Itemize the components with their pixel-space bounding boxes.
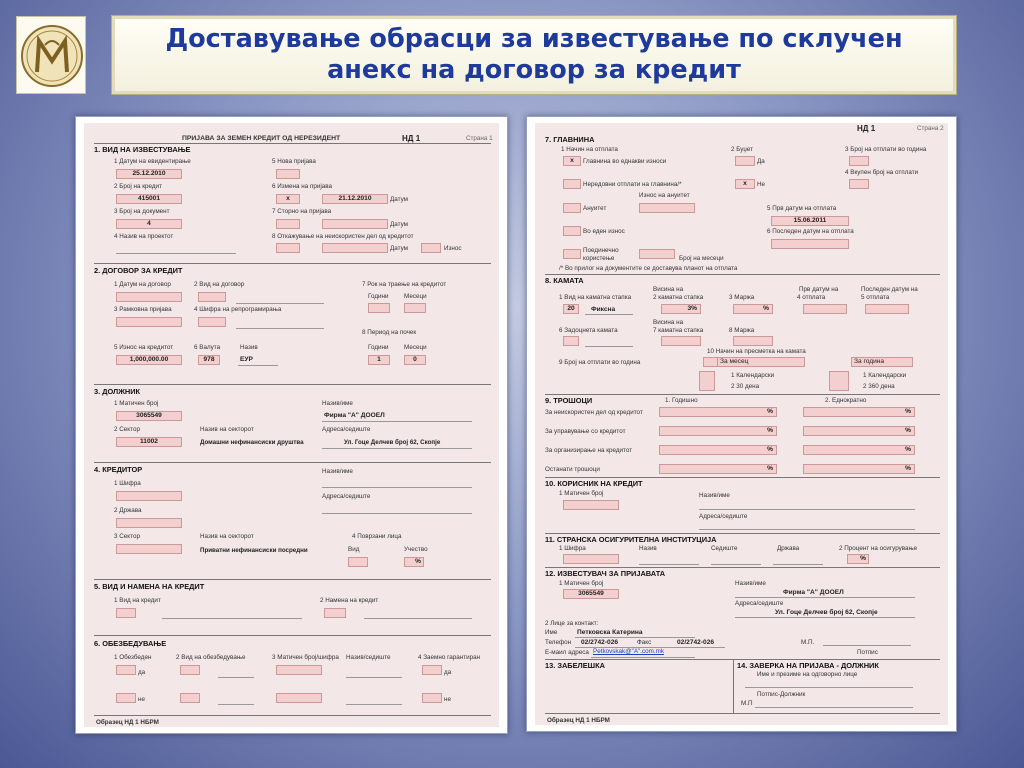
label: 2 Процент на осигурување <box>839 545 918 552</box>
registration-date-field[interactable]: 25.12.2010 <box>116 169 182 179</box>
debtor-sector-field[interactable]: 11002 <box>116 437 182 447</box>
label: Нередовни отплати на главнина/* <box>583 181 682 188</box>
label: 3 Број на отплати во година <box>845 146 927 153</box>
debtor-address: Ул. Гоце Делчев број 62, Скопје <box>344 439 441 446</box>
line <box>322 487 472 488</box>
security-id-field[interactable] <box>276 665 322 675</box>
slide-title: Доставување обрасци за известување по склучен анекс на договор за кредит <box>165 24 903 85</box>
label: Главнина во еднакви износи <box>583 158 667 165</box>
label: 2 30 дена <box>731 383 760 390</box>
first-interest-date-field[interactable] <box>803 304 847 314</box>
form-footer: Образец НД 1 НБРМ <box>96 719 159 726</box>
divider <box>94 579 491 580</box>
line <box>699 529 915 530</box>
creditor-country-field[interactable] <box>116 518 182 528</box>
label: Потпис-Должник <box>757 691 806 698</box>
section-12-title: 12. ИЗВЕСТУВАЧ ЗА ПРИЈАВАТА <box>545 569 666 578</box>
line <box>591 657 695 658</box>
divider <box>545 567 940 568</box>
page-number: Страна 2 <box>917 125 944 132</box>
contact-name: Петковска Катерина <box>577 629 643 636</box>
months-count-field[interactable] <box>639 249 675 259</box>
logo-seal-icon <box>17 17 87 95</box>
label: 6 Задоцнета камата <box>559 327 618 334</box>
label: Назив на секторот <box>200 426 254 433</box>
label: 2 Држава <box>114 507 142 514</box>
label: 5 Прв датум на отплата <box>767 205 837 212</box>
label: 8 Откажување на неискористен дел од кредитот <box>272 233 414 240</box>
label: Назив/име <box>735 580 766 587</box>
calc-year-code-field[interactable] <box>829 371 849 391</box>
section-5-title: 5. ВИД И НАМЕНА НА КРЕДИТ <box>94 582 205 591</box>
credit-purpose-field[interactable] <box>324 608 346 618</box>
label: 9 Број на отплати во година <box>559 359 641 366</box>
label: Датум <box>390 221 408 228</box>
reporter-address: Ул. Гоце Делчев број 62, Скопје <box>775 609 878 616</box>
term-months-field[interactable] <box>404 303 426 313</box>
label: Назив/име <box>322 400 353 407</box>
label: Назив <box>639 545 657 552</box>
label: Поединечно <box>583 247 619 254</box>
label: Назив/име <box>699 492 730 499</box>
currency-name: ЕУР <box>240 356 253 363</box>
label: Месеци <box>404 293 427 300</box>
label: 4 Поврзани лица <box>352 533 402 540</box>
form-page-2 <box>526 116 957 732</box>
label: Датум <box>390 196 408 203</box>
cost-unused-annual-field[interactable]: % <box>659 407 777 417</box>
label: 10 Начин на пресметка на камата <box>707 348 806 355</box>
logo <box>16 16 86 94</box>
line <box>639 564 699 565</box>
line <box>364 618 472 619</box>
contact-phone: 02/2742-026 <box>581 639 619 646</box>
label: не <box>138 696 145 703</box>
related-type-field[interactable] <box>348 557 368 567</box>
label: 7 Рок на траење на кредитот <box>362 281 447 288</box>
label: 6 Измена на пријава <box>272 183 333 190</box>
label: 1 Обезбеден <box>114 654 152 661</box>
divider <box>94 263 491 264</box>
project-name-line <box>116 253 236 254</box>
line <box>322 448 472 449</box>
label: За управување со кредитот <box>545 428 626 435</box>
label: 6 Последен датум на отплата <box>767 228 854 235</box>
creditor-sector-name: Приватни нефинансиски посредни <box>200 547 308 554</box>
first-payment-date-field[interactable]: 15.06.2011 <box>771 216 849 226</box>
line <box>755 707 913 708</box>
label: 1 Датум на договор <box>114 281 171 288</box>
label: Држава <box>777 545 800 552</box>
insurer-code-field[interactable] <box>563 554 619 564</box>
divider <box>733 659 734 713</box>
label: 4 Заемно гарантиран <box>418 654 481 661</box>
label: 4 Шифра на репрограмирања <box>194 306 282 313</box>
reprogram-code-field[interactable] <box>198 317 226 327</box>
cost-other-once-field[interactable]: % <box>803 464 915 474</box>
credit-type-field[interactable] <box>116 608 136 618</box>
label: 1 Матичен број <box>114 400 159 407</box>
late-interest-field[interactable] <box>563 336 579 346</box>
label: 1 Вид на кредит <box>114 597 161 604</box>
label: 1 Матичен број <box>559 580 604 587</box>
section-13-title: 13. ЗАБЕЛЕШКА <box>545 661 605 670</box>
page-number: Страна 1 <box>466 135 493 142</box>
withdrawal-date-field[interactable] <box>322 243 388 253</box>
divider <box>545 477 940 478</box>
label: 3 Маржа <box>729 294 755 301</box>
section-1-title: 1. ВИД НА ИЗВЕСТУВАЊЕ <box>94 145 191 154</box>
cancel-report-checkbox[interactable] <box>276 219 300 229</box>
line <box>238 365 278 366</box>
debtor-id-field[interactable]: 3065549 <box>116 411 182 421</box>
term-years-field[interactable] <box>368 303 390 313</box>
label: Седиште <box>711 545 738 552</box>
line <box>322 513 472 514</box>
divider <box>94 715 491 716</box>
label: Години <box>368 344 389 351</box>
label: 3 Сектор <box>114 533 140 540</box>
divider <box>545 394 940 395</box>
label: 5 Нова пријава <box>272 158 316 165</box>
label: 2 Број на кредит <box>114 183 162 190</box>
divider <box>545 713 940 714</box>
label: Адреса/седиште <box>735 600 784 607</box>
section-11-title: 11. СТРАНСКА ОСИГУРИТЕЛНА ИНСТИТУЦИЈА <box>545 535 717 544</box>
line <box>711 564 761 565</box>
line <box>322 421 472 422</box>
margin-field[interactable]: % <box>733 304 773 314</box>
late-margin-field[interactable] <box>733 336 773 346</box>
section-14-title: 14. ЗАВЕРКА НА ПРИЈАВА - ДОЛЖНИК <box>737 661 879 670</box>
debtor-name: Фирма "А" ДООЕЛ <box>324 412 385 419</box>
label: да <box>138 669 146 676</box>
label: Учество <box>404 546 428 553</box>
creditor-code-field[interactable] <box>116 491 182 501</box>
label: Број на месеци <box>679 255 724 262</box>
section-7-title: 7. ГЛАВНИНА <box>545 135 595 144</box>
calc-month-code-field[interactable] <box>699 371 715 391</box>
line <box>236 303 324 304</box>
cost-mgmt-once-field[interactable]: % <box>803 426 915 436</box>
label: 5 Износ на кредитот <box>114 344 174 351</box>
label: Износ на ануитет <box>639 192 690 199</box>
line <box>823 645 911 646</box>
label: Факс <box>637 639 652 646</box>
single-use-checkbox[interactable] <box>563 249 581 259</box>
label: Назив <box>240 344 258 351</box>
label: 1 Календарски <box>731 372 775 379</box>
label: 7 каматна стапка <box>653 327 704 334</box>
reporter-id-field[interactable]: 3065549 <box>563 589 619 599</box>
divider <box>545 659 940 660</box>
label: Име и презиме на одговорно лице <box>757 671 858 678</box>
withdrawal-checkbox[interactable] <box>276 243 300 253</box>
label: За организирање на кредитот <box>545 447 633 454</box>
line <box>585 346 633 347</box>
label: 3 Број на документ <box>114 208 170 215</box>
label: 1. Годишно <box>665 397 698 404</box>
label: 2 Буџет <box>731 146 754 153</box>
form-page-1 <box>75 116 508 734</box>
label: Прв датум на <box>799 286 839 293</box>
label: 1 Календарски <box>863 372 907 379</box>
form-code: НД 1 <box>402 134 421 143</box>
related-share-field[interactable]: % <box>404 557 424 567</box>
form-page-2-body <box>535 123 948 725</box>
label: Последен датум на <box>861 286 918 293</box>
section-10-title: 10. КОРИСНИК НА КРЕДИТ <box>545 479 643 488</box>
line <box>218 704 254 705</box>
label: 1 Датум на евидентирање <box>114 158 191 165</box>
label: Месеци <box>404 344 427 351</box>
cost-org-annual-field[interactable]: % <box>659 445 777 455</box>
label: 1 Вид на каматна стапка <box>559 294 632 301</box>
security-type-field[interactable] <box>180 665 200 675</box>
cost-unused-once-field[interactable]: % <box>803 407 915 417</box>
label: 4 Вкупен број на отплати <box>845 169 919 176</box>
reporter-name: Фирма "А" ДООЕЛ <box>783 589 844 596</box>
form-page-1-body <box>84 123 499 727</box>
divider <box>94 462 491 463</box>
label: Потпис <box>857 649 878 656</box>
label: За неискористен дел од кредитот <box>545 409 643 416</box>
credit-amount-field[interactable]: 1,000,000.00 <box>116 355 182 365</box>
grace-months-field[interactable]: 0 <box>404 355 426 365</box>
secured-no-checkbox[interactable] <box>116 693 136 703</box>
label: Датум <box>390 245 408 252</box>
divider <box>545 274 940 275</box>
label: да <box>444 669 452 676</box>
label: Години <box>368 293 389 300</box>
budget-yes-checkbox[interactable] <box>735 156 755 166</box>
credit-number-field[interactable]: 415001 <box>116 194 182 204</box>
label: Назив/седиште <box>346 654 391 661</box>
label: Останати трошоци <box>545 466 600 473</box>
irregular-checkbox[interactable] <box>563 179 581 189</box>
label: 2 Вид на договор <box>194 281 245 288</box>
line <box>218 677 254 678</box>
label: 3 Матичен број/шифра <box>272 654 339 661</box>
line <box>346 704 402 705</box>
withdrawal-amount-field[interactable] <box>421 243 441 253</box>
amend-date-field[interactable]: 21.12.2010 <box>322 194 388 204</box>
form-code: НД 1 <box>857 124 876 133</box>
label: Назив на секторот <box>200 533 254 540</box>
label: 1 Шифра <box>559 545 586 552</box>
payments-per-year-field[interactable] <box>849 156 869 166</box>
line <box>699 509 915 510</box>
per-month-field[interactable]: За месец <box>717 357 805 367</box>
single-amount-checkbox[interactable] <box>563 226 581 236</box>
contract-date-field[interactable] <box>116 292 182 302</box>
label: 7 Сторно на пријава <box>272 208 332 215</box>
label: Е-маил адреса <box>545 649 589 656</box>
section-8-title: 8. КАМАТА <box>545 276 584 285</box>
line <box>236 328 324 329</box>
contact-email-link[interactable]: Petkovskak@"A".com.mk <box>593 648 665 655</box>
label: 5 отплата <box>861 294 890 301</box>
label: 4 отплата <box>797 294 826 301</box>
footnote: /* Во прилог на документите се доставува планот на отплата <box>559 265 738 272</box>
late-rate-field[interactable] <box>661 336 701 346</box>
line <box>773 564 823 565</box>
label: 1 Начин на отплата <box>561 146 618 153</box>
framework-field[interactable] <box>116 317 182 327</box>
per-year-field[interactable]: За година <box>851 357 913 367</box>
label: Адреса/седиште <box>322 493 371 500</box>
divider <box>545 533 940 534</box>
line <box>162 618 302 619</box>
secured-yes-checkbox[interactable] <box>116 665 136 675</box>
line <box>585 314 633 315</box>
label: Во еден износ <box>583 228 625 235</box>
label: 2 Вид на обезбедување <box>176 654 246 661</box>
contact-fax: 02/2742-026 <box>677 639 715 646</box>
label: 2 Намена на кредит <box>320 597 379 604</box>
new-report-checkbox[interactable] <box>276 169 300 179</box>
label: 2 каматна стапка <box>653 294 704 301</box>
line <box>745 687 913 688</box>
divider <box>94 384 491 385</box>
currency-code-field[interactable]: 978 <box>198 355 220 365</box>
creditor-sector-field[interactable] <box>116 544 182 554</box>
total-payments-field[interactable] <box>849 179 869 189</box>
rate-type-code-field[interactable]: 20 <box>563 304 579 314</box>
equal-installments-checkbox[interactable]: x <box>563 156 581 166</box>
divider <box>94 143 491 144</box>
insured-percent-field[interactable]: % <box>847 554 869 564</box>
section-6-title: 6. ОБЕЗБЕДУВАЊЕ <box>94 639 167 648</box>
last-interest-date-field[interactable] <box>865 304 909 314</box>
label: М.П. <box>801 639 815 646</box>
label: М.П <box>741 700 753 707</box>
debtor-sector-name: Домашни нефинансиски друштва <box>200 439 304 446</box>
cost-org-once-field[interactable]: % <box>803 445 915 455</box>
line <box>346 677 402 678</box>
divider <box>94 635 491 636</box>
label: Име <box>545 629 558 636</box>
interest-rate-field[interactable]: 3% <box>661 304 701 314</box>
section-4-title: 4. КРЕДИТОР <box>94 465 143 474</box>
document-number-field[interactable]: 4 <box>116 219 182 229</box>
label: Ануитет <box>583 205 607 212</box>
slide-title-box <box>112 16 956 94</box>
label: Висина на <box>653 286 684 293</box>
label: 4 Назив на проектот <box>114 233 174 240</box>
label: 2 Лице за контакт: <box>545 620 599 627</box>
guaranteed-no-checkbox[interactable] <box>422 693 442 703</box>
guaranteed-yes-checkbox[interactable] <box>422 665 442 675</box>
label: Вид <box>348 546 360 553</box>
cost-mgmt-annual-field[interactable]: % <box>659 426 777 436</box>
label: Назив/име <box>322 468 353 475</box>
label: 1 Шифра <box>114 480 141 487</box>
security-id-field-2[interactable] <box>276 693 322 703</box>
cost-other-annual-field[interactable]: % <box>659 464 777 474</box>
label: 6 Валута <box>194 344 221 351</box>
label: Адреса/седиште <box>699 513 748 520</box>
form-footer: Образец НД 1 НБРМ <box>547 717 610 724</box>
contract-type-field[interactable] <box>198 292 226 302</box>
section-3-title: 3. ДОЛЖНИК <box>94 387 141 396</box>
security-type-field-2[interactable] <box>180 693 200 703</box>
rate-type-name: Фиксна <box>591 306 616 313</box>
label: Не <box>757 181 766 188</box>
label: Износ <box>444 245 462 252</box>
form-header: ПРИЈАВА ЗА ЗЕМЕН КРЕДИТ ОД НЕРЕЗИДЕНТ <box>182 135 341 142</box>
annuity-checkbox[interactable] <box>563 203 581 213</box>
section-9-title: 9. ТРОШОЦИ <box>545 396 593 405</box>
label: 3 Рамковна пријава <box>114 306 172 313</box>
label: 2 360 дена <box>863 383 895 390</box>
borrower-id-field[interactable] <box>563 500 619 510</box>
label: користење <box>583 255 615 262</box>
label: 8 Период на почек <box>362 329 417 336</box>
cancel-date-field[interactable] <box>322 219 388 229</box>
label: Да <box>757 158 765 165</box>
label: 1 Матичен број <box>559 490 604 497</box>
section-2-title: 2. ДОГОВОР ЗА КРЕДИТ <box>94 266 183 275</box>
annuity-amount-field[interactable] <box>639 203 695 213</box>
label: Телефон <box>545 639 572 646</box>
label: 2. Еднократно <box>825 397 867 404</box>
amend-report-checkbox[interactable]: x <box>276 194 300 204</box>
label: Адреса/седиште <box>322 426 371 433</box>
last-payment-date-field[interactable] <box>771 239 849 249</box>
line <box>735 597 915 598</box>
label: 8 Маржа <box>729 327 755 334</box>
budget-no-checkbox[interactable]: x <box>735 179 755 189</box>
label: Висина на <box>653 319 684 326</box>
grace-years-field[interactable]: 1 <box>368 355 390 365</box>
label: не <box>444 696 451 703</box>
label: 2 Сектор <box>114 426 140 433</box>
line <box>735 617 915 618</box>
